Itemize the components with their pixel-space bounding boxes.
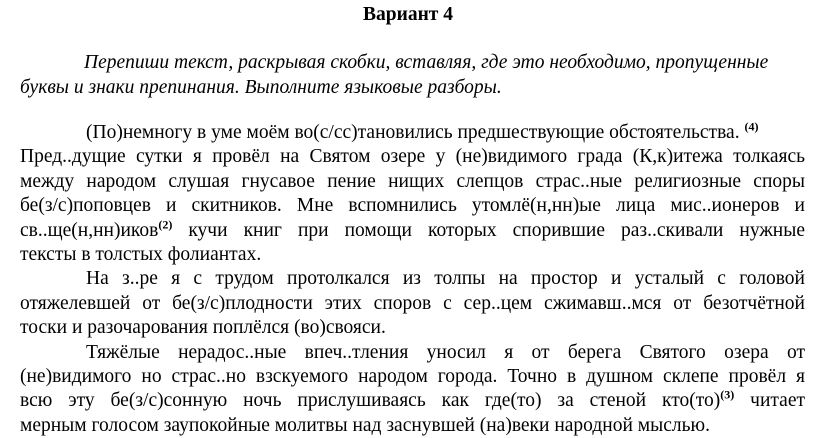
text-line: Тяжёлые нерадос..ные впеч..тления уносил я от берега Святого озера от: [86, 341, 805, 363]
text-segment: читает: [734, 390, 805, 412]
text-segment: (По)немногу в уме моём во(с/сс)тановились предшествующие обстоятельства.: [86, 122, 740, 143]
paragraph-2: [20, 267, 805, 340]
text-line: мерным голосом заупокойные молитвы над заснувшей (на)веки народной мыслью.: [20, 414, 710, 436]
footnote-marker: (4): [744, 119, 759, 134]
variant-title: Вариант 4: [362, 4, 454, 25]
text-line: [20, 389, 805, 413]
text-line: [20, 219, 805, 243]
text-line: тоски и разочарования поплёлся (во)свояси.: [20, 317, 386, 339]
footnote-marker: (3): [720, 387, 735, 402]
instruction-line-1: Перепиши текст, раскрывая скобки, вставляя, где это необходимо, пропущенные: [84, 52, 769, 73]
text-line: отяжелевшей от бе(з/с)плодности этих споров с сер..цем сжимавш..мся от безотчётной: [20, 292, 805, 314]
text-segment: св..ще(н,нн)иков: [20, 219, 159, 241]
instruction: [20, 50, 805, 100]
text-line: бе(з/с)поповцев и скитников. Мне вспомнились утомлё(н,нн)ые лица мис..ионеров и: [20, 195, 805, 217]
text-line: тексты в толстых фолиантах.: [20, 243, 262, 265]
text-line: На з..ре я с трудом протолкался из толпы на простор и усталый с головой: [86, 268, 805, 290]
text-segment: кучи книг при помощи которых спорившие раз..скивали нужные: [172, 219, 805, 241]
text-line: [20, 121, 805, 145]
paragraph-3: [20, 341, 805, 438]
text-segment: всю эту бе(з/с)сонную ночь прислушиваясь как где(то) за стеной кто(то): [20, 390, 721, 412]
exercise-text: [20, 121, 805, 438]
footnote-marker: (2): [158, 217, 173, 232]
text-line: Пред..дущие сутки я провёл на Святом озере у (не)видимого града (К,к)итежа толкаясь: [20, 146, 805, 168]
text-line: (не)видимого но страс..но взскуемого народом города. Точно в душном склепе провёл я: [20, 365, 805, 387]
instruction-line-2: буквы и знаки препинания. Выполните языковые разборы.: [20, 77, 502, 98]
text-line: между народом слушая гнусавое пение нищих слепцов страс..ные религиозные споры: [20, 170, 805, 192]
paragraph-1: [20, 121, 805, 267]
